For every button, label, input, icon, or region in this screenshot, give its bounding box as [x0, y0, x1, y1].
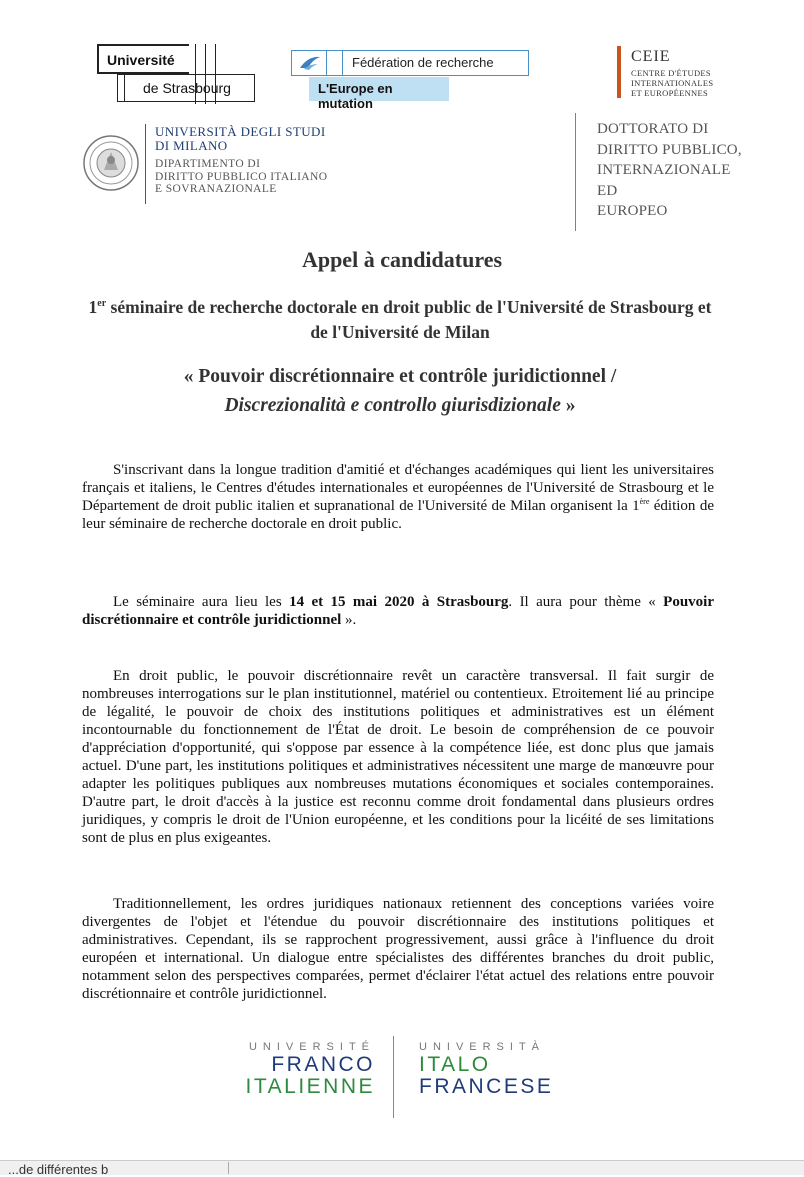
- federation-divider: [326, 51, 327, 75]
- logo-universita-milano: [82, 122, 352, 206]
- page-title: Appel à candidatures: [301, 247, 503, 272]
- ufi-right-block: [419, 1040, 589, 1098]
- p2-text-a: Le séminaire aura lieu les: [113, 594, 290, 610]
- p1-text-a: S'inscrivant dans la longue tradition d'amitié et d'échanges académiques qui lient les universitaires français et italiens, le Centres d'études internationales et européennes de l'Université de Strasbourg et le Département de droit public italien et supranational de l'Université de Milan organisent la 1: [82, 462, 714, 514]
- logo-ceie: [617, 46, 767, 106]
- strip-text: ...de différentes b: [8, 1162, 109, 1177]
- milano-divider: [145, 124, 146, 204]
- paragraph-tradition: Traditionnellement, les ordres juridiques nationaux retiennent des conceptions variées voire divergentes de l'objet et l'étendue du pouvoir discrétionnaire des institutions politiques et administratives. Cependant, ils se rapprochent progressivement, aussi grâce à l'influence du droit européen et international. Un dialogue entre spécialistes des différentes branches du droit public, notamment selon des perspectives comparées, permet d'éclairer l'état actuel des relations entre pouvoir discrétionnaire et contrôle juridictionnel.: [82, 896, 714, 1002]
- strip-divider: [228, 1162, 229, 1174]
- milano-name-line2: DI MILANO: [155, 138, 228, 153]
- dottorato-text: DOTTORATO DI DIRITTO PUBBLICO, INTERNAZIONALE ED EUROPEO: [597, 121, 742, 219]
- dottorato-block: [575, 113, 775, 231]
- subtitle-text: séminaire de recherche doctorale en droit public de l'Université de Strasbourg et de l'Université de Milan: [106, 296, 712, 342]
- milano-university-name: [155, 125, 326, 153]
- logo-federation-recherche: [291, 50, 531, 111]
- bottom-strip: [0, 1160, 804, 1175]
- theme-close-quote: »: [560, 395, 576, 416]
- milano-seal-icon: [82, 134, 140, 192]
- dottorato-divider: [575, 113, 576, 231]
- strasbourg-logo-line2: de Strasbourg: [117, 74, 255, 102]
- ufi-left-small: UNIVERSITÉ: [248, 1041, 375, 1053]
- logo-universite-strasbourg: [97, 44, 257, 104]
- p2-text-b: . Il aura pour thème «: [508, 594, 664, 610]
- theme-french: « Pouvoir discrétionnaire et contrôle juridictionnel /: [183, 366, 617, 387]
- paragraph-context: En droit public, le pouvoir discrétionnaire revêt un caractère transversal. Il fait surgir de nombreuses interrogations sur le plan institutionnel, matériel ou contentieux. Etroitement lié au principe de légalité, le pouvoir de choix des institutions politiques et administratives est un élément incontournable du fonctionnement de l'État de droit. Le besoin de compréhension de ce pouvoir d'appréciation d'opportunité, qui s'oppose par essence à la compétence liée, est donc plus que jamais actuel. D'une part, les institutions politiques et administratives nécessitent une marge de manœuvre pour adapter les politiques publiques aux nombreuses mutations économiques et sociales contemporaines. D'autre part, le droit d'accès à la justice est reconnu comme droit fondamental dans plusieurs ordres juridiques, y compris le droit de l'Union européenne, et les conditions pour la licéité de ses limitations sont de plus en plus exigeantes.: [82, 668, 714, 846]
- milano-name-line1: UNIVERSITÀ DEGLI STUDI: [155, 124, 326, 139]
- milano-dept-line2: DIRITTO PUBBLICO ITALIANO: [155, 170, 328, 183]
- bird-icon: [298, 54, 322, 72]
- ufi-right-small: UNIVERSITÀ: [419, 1041, 546, 1053]
- seminar-theme: [80, 362, 720, 420]
- p1-text-b: édition de leur séminaire de recherche doctorale en droit public.: [82, 498, 714, 532]
- paragraph-date: [82, 593, 714, 629]
- ceie-sub-line3: ET EUROPÉENNES: [631, 88, 709, 98]
- subtitle-ordinal: er: [97, 298, 107, 309]
- strasbourg-logo-line1: Université: [97, 44, 189, 74]
- milano-department: [155, 158, 327, 196]
- paragraph-intro: [82, 461, 714, 533]
- subtitle-number: 1: [88, 296, 98, 317]
- p2-date: 14 et 15 mai 2020 à Strasbourg: [289, 594, 509, 610]
- ceie-name: CEIE: [631, 48, 671, 65]
- theme-italian: Discrezionalità e controllo giurisdizionale: [224, 395, 561, 416]
- federation-logo-line1: Fédération de recherche: [352, 55, 494, 70]
- milano-dept-line3: E SOVRANAZIONALE: [155, 183, 277, 195]
- federation-logo-top: [291, 50, 529, 76]
- milano-dept-line1: DIPARTIMENTO DI: [155, 158, 261, 170]
- ufi-right-big1: ITALO: [419, 1053, 491, 1076]
- strasbourg-logo-bars: [189, 44, 225, 74]
- federation-divider-2: [342, 51, 343, 75]
- ceie-subtitle: [631, 68, 713, 98]
- ceie-sub-line2: INTERNATIONALES: [631, 78, 714, 88]
- ufi-left-big2: ITALIENNE: [245, 1075, 375, 1098]
- ceie-sub-line1: CENTRE D'ÉTUDES: [631, 68, 711, 78]
- ufi-divider: [393, 1036, 394, 1118]
- ufi-right-big2: FRANCESE: [419, 1075, 554, 1098]
- ufi-left-block: [215, 1040, 375, 1098]
- p2-theme: Pouvoir discrétionnaire et contrôle juridictionnel: [82, 594, 714, 628]
- logo-universite-franco-italienne: [215, 1040, 575, 1120]
- theme-italian-line: [80, 391, 720, 420]
- p1-ordinal: ère: [639, 497, 650, 506]
- ufi-left-big1: FRANCO: [271, 1053, 375, 1076]
- federation-logo-line2: L'Europe en mutation: [309, 77, 449, 101]
- ceie-accent-bar: [617, 46, 621, 98]
- seminar-subtitle: [80, 291, 720, 345]
- p2-text-c: ».: [341, 612, 357, 628]
